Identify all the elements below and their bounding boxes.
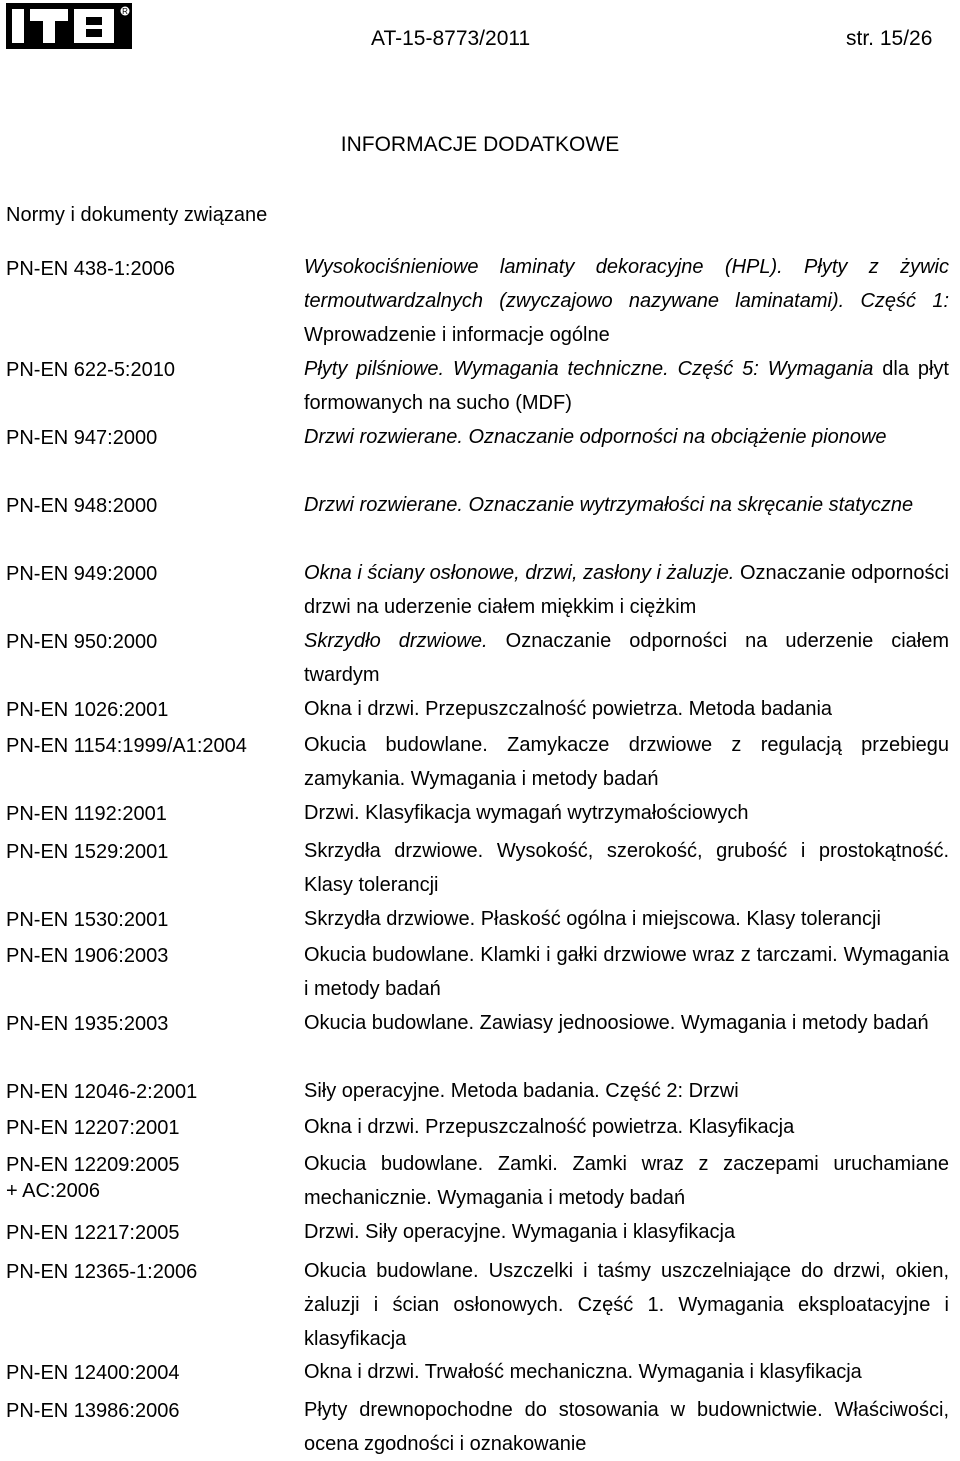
page-title: INFORMACJE DODATKOWE [340,133,620,156]
standard-code: PN-EN 1530:2001 [6,909,169,931]
standard-code: PN-EN 949:2000 [6,563,158,585]
standard-title: Siły operacyjne. Metoda badania. Część 2: Drzwi [304,1080,739,1102]
standard-code: PN-EN 1154:1999/A1:2004 [6,735,247,757]
standard-code: PN-EN 1935:2003 [6,1013,169,1035]
standard-code: PN-EN 12217:2005 [6,1222,180,1244]
standard-code: PN-EN 1026:2001 [6,699,169,721]
standard-title: Skrzydła drzwiowe. Wysokość, szerokość, grubość i prostokątność. Klasy tolerancji [304,840,949,897]
standard-title: Okucia budowlane. Zamki. Zamki wraz z zaczepami uruchamiane mechanicznie. Wymagania i metody badań [304,1153,949,1210]
standard-title: Drzwi rozwierane. Oznaczanie odporności na obciążenie pionowe [304,426,887,448]
standard-title: Płyty pilśniowe. Wymagania techniczne. Część 5: Wymagania dla płyt formowanych na sucho (MDF) [304,358,949,415]
svg-text:R: R [122,7,128,16]
standard-title: Drzwi rozwierane. Oznaczanie wytrzymałości na skręcanie statyczne [304,494,914,516]
itb-logo [6,3,132,49]
standard-title: Drzwi. Siły operacyjne. Wymagania i klasyfikacja [304,1221,736,1243]
standard-code: PN-EN 950:2000 [6,631,158,653]
standard-code: PN-EN 12046-2:2001 [6,1081,198,1103]
standard-title: Skrzydła drzwiowe. Płaskość ogólna i miejscowa. Klasy tolerancji [304,908,881,930]
standard-title: Skrzydło drzwiowe. Oznaczanie odporności na uderzenie ciałem twardym [304,630,949,687]
standard-code: PN-EN 12365-1:2006 [6,1261,198,1283]
standard-title: Wysokociśnieniowe laminaty dekoracyjne (HPL). Płyty z żywic termoutwardzalnych (zwyczajowo nazywane laminatami). Część 1: Wprowadzenie i informacje ogólne [304,256,949,347]
standard-title: Okucia budowlane. Uszczelki i taśmy uszczelniające do drzwi, okien, żaluzji i ścian osłonowych. Część 1. Wymagania eksploatacyjne i klasyfikacja [304,1260,949,1351]
standard-code: PN-EN 947:2000 [6,427,158,449]
standard-title: Okucia budowlane. Zamykacze drzwiowe z regulacją przebiegu zamykania. Wymagania i metody badań [304,734,949,791]
standard-title: Okna i ściany osłonowe, drzwi, zasłony i żaluzje. Oznaczanie odporności drzwi na uderzenie ciałem miękkim i ciężkim [304,562,949,619]
standard-code: PN-EN 622-5:2010 [6,359,175,381]
standard-code: PN-EN 948:2000 [6,495,158,517]
standard-title: Okucia budowlane. Zawiasy jednoosiowe. Wymagania i metody badań [304,1012,929,1034]
standard-title: Okna i drzwi. Trwałość mechaniczna. Wymagania i klasyfikacja [304,1361,862,1383]
standard-title: Okucia budowlane. Klamki i gałki drzwiowe wraz z tarczami. Wymagania i metody badań [304,944,949,1001]
section-title: Normy i dokumenty związane [6,204,268,226]
document-number: AT-15-8773/2011 [371,27,531,50]
standard-title: Płyty drewnopochodne do stosowania w budownictwie. Właściwości, ocena zgodności i oznakowanie [304,1399,949,1456]
standard-code: PN-EN 12207:2001 [6,1117,180,1139]
standard-title: Drzwi. Klasyfikacja wymagań wytrzymałościowych [304,802,749,824]
standard-code: PN-EN 438-1:2006 [6,258,175,280]
standard-code: PN-EN 1192:2001 [6,803,167,825]
standard-code: PN-EN 1906:2003 [6,945,169,967]
standard-title: Okna i drzwi. Przepuszczalność powietrza. Klasyfikacja [304,1116,795,1138]
standard-code: PN-EN 1529:2001 [6,841,169,863]
standard-code: PN-EN 12209:2005 + AC:2006 [6,1154,180,1202]
standard-code: PN-EN 12400:2004 [6,1362,180,1384]
standard-title: Okna i drzwi. Przepuszczalność powietrza. Metoda badania [304,698,833,720]
page-number: str. 15/26 [846,27,933,50]
standard-code: PN-EN 13986:2006 [6,1400,180,1422]
